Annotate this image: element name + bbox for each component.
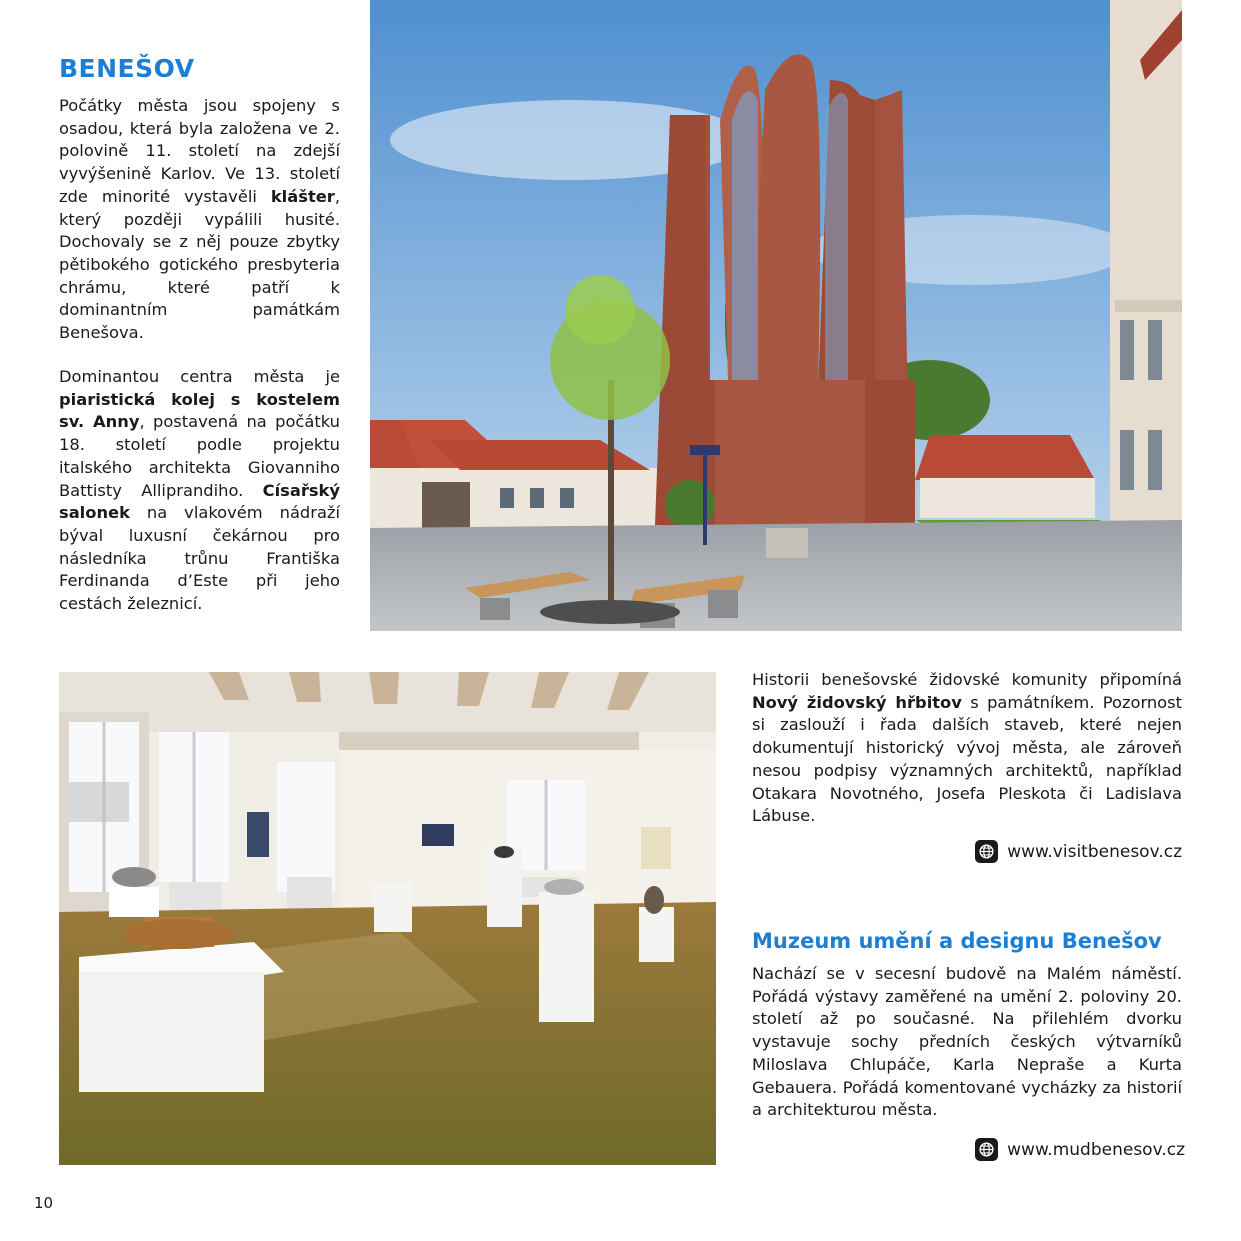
jewish-community-paragraph: Historii benešovské židovské komunity připomíná Nový židovský hřbitov s památníkem. Pozornost si zaslouží i řada dalších staveb, které nejen dokumentují historický vývoj města, ale zároveň nesou podpisy významných architektů, například Otakara Novotného, Josefa Pleskota či Ladislava Lábuse.: [752, 670, 1183, 826]
history-paragraph: Počátky města jsou spojeny s osadou, která byla založena ve 2. polovině 11. století na zdejší vyvýšenině Karlov. Ve 13. století zde minorité vystavěli klášter, který později vypálili husité. Dochovaly se z něj pouze zbytky pětibokého gotického presbyteria chrámu, které patří k dominantním památkám Benešova.: [59, 96, 340, 343]
page-title: BENEŠOV: [59, 54, 195, 83]
mudbenesov-url[interactable]: www.mudbenesov.cz: [1007, 1139, 1185, 1160]
center-paragraph: Dominantou centra města je piaristická kolej s kostelem sv. Anny, postavená na počátku 18. století podle projektu italského architekta Giovanniho Battisty Alliprandiho. Císařský salonek na vlakovém nádraží býval luxusní čekárnou pro následníka trůnu Františka Ferdinanda d’Este při jeho cestách železnicí.: [59, 367, 340, 614]
mudbenesov-link[interactable]: [975, 1138, 1185, 1161]
gallery-interior-photo: [59, 672, 716, 1165]
globe-icon: [975, 840, 998, 863]
museum-paragraph: Nachází se v secesní budově na Malém náměstí. Pořádá výstavy zaměřené na umění 2. poloviny 20. století až po současné. Na přilehlém dvorku vystavuje sochy předních českých výtvarníků Miloslava Chlupáče, Karla Nepraše a Kurta Gebauera. Pořádá komentované vycházky za historií a architekturou města.: [752, 964, 1182, 1120]
visitbenesov-link[interactable]: [975, 840, 1182, 863]
page-number: 10: [34, 1194, 54, 1212]
visitbenesov-url[interactable]: www.visitbenesov.cz: [1007, 841, 1182, 862]
monastery-ruin-photo: [370, 0, 1182, 631]
globe-icon: [975, 1138, 998, 1161]
museum-title: Muzeum umění a designu Benešov: [752, 929, 1162, 953]
